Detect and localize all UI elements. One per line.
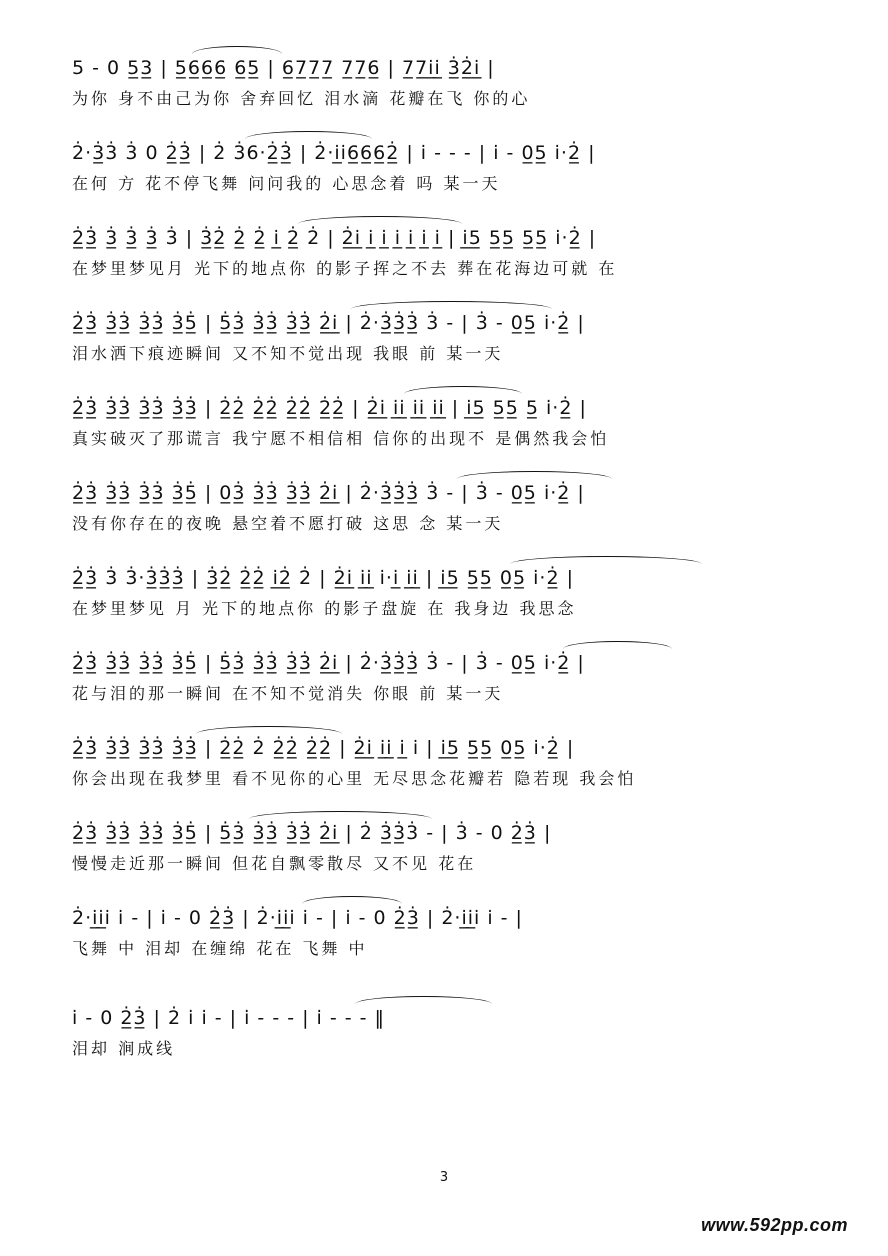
staff-system [72,390,832,452]
lyrics-line: 慢慢走近那一瞬间 但花自飘零散尽 又不见 花在 [72,854,477,873]
lyrics-line: 飞舞 中 泪却 在缠绵 花在 飞舞 中 [72,939,368,958]
notation-line: 2̲̇3̲̇ 3̇ 3̇·3̲̇3̲̇3̲̇ | 3̲̇2̲̇ 2̲̇2̲̇ i̲̇2̲̇ 2̇ | 2̲̇i̲̇ i̲̇i̲̇ i̇·i̲̇ i̲̇i̲̇ | i̲̇5̲ 5̲5̲ 0̲5̲ i̇·2̲̇ | [72,567,574,589]
notation-line: 2̲̇3̲̇ 3̲̇ 3̲̇ 3̲̇ 3̇ | 3̲̇2̲̇ 2̲̇ 2̲̇ i̲̇ 2̲̇ 2̇ | 2̲̇i̲̇ i̲̇ i̲̇ i̲̇ i̲̇ i̲̇ i̲̇ | i̲̇5̲ 5̲5̲ 5̲5̲ i̇·2̲̇ | [72,227,597,249]
lyrics-line: 花与泪的那一瞬间 在不知不觉消失 你眼 前 某一天 [72,684,504,703]
notation-line: 2̲̇3̲̇ 3̲̇3̲̇ 3̲̇3̲̇ 3̲̇3̲̇ | 2̲̇2̲̇ 2̲̇2̲̇ 2̲̇2̲̇ 2̲̇2̲̇ | 2̲̇i̲̇ i̲̇i̲̇ i̲̇i̲̇ i̲̇i̲̇ | i̲̇5̲ 5̲5̲ 5̲ i̇·2̲̇ | [72,397,587,419]
lyrics-line: 你会出现在我梦里 看不见你的心里 无尽思念花瓣若 隐若现 我会怕 [72,769,637,788]
staff-system [72,815,832,877]
staff-system [72,475,832,537]
notation-line: i̇ - 0 2̲̇3̲̇ | 2̇ i̇ i̇ - | i̇ - - - | i̇ - - - ‖ [72,1007,386,1029]
page-number: 3 [439,1170,449,1185]
notation-line: 2̲̇3̲̇ 3̲̇3̲̇ 3̲̇3̲̇ 3̲̇5̲̇ | 5̲̇3̲̇ 3̲̇3̲̇ 3̲̇3̲̇ 2̲̇i̲̇ | 2̇·3̲̇3̲̇3̲̇ 3̇ - | 3̇ - 0̲5̲ i̇·2̲̇ | [72,312,585,334]
lyrics-line: 泪却 涧成线 [72,1039,176,1058]
notation-line: 5 - 0 5̲3̲ | 5̲6̲6̲6̲ 6̲5̲ | 6̲7̲7̲7̲ 7̲7̲6̲ | 7̲7̲i̲̇i̲̇ 3̲̇2̲̇i̲̇ | [72,57,495,79]
staff-system [72,220,832,282]
staff-system [72,900,832,962]
staff-system [72,1000,832,1062]
lyrics-line: 泪水洒下痕迹瞬间 又不知不觉出现 我眼 前 某一天 [72,344,504,363]
lyrics-line: 真实破灭了那谎言 我宁愿不相信相 信你的出现不 是偶然我会怕 [72,429,610,448]
lyrics-line: 在何 方 花不停飞舞 问问我的 心思念着 吗 某一天 [72,174,501,193]
lyrics-line: 在梦里梦见 月 光下的地点你 的影子盘旋 在 我身边 我思念 [72,599,577,618]
watermark: www.592pp.com [701,1215,848,1235]
lyrics-line: 在梦里梦见月 光下的地点你 的影子挥之不去 葬在花海边可就 在 [72,259,618,278]
staff-system [72,50,832,112]
notation-line: 2̲̇3̲̇ 3̲̇3̲̇ 3̲̇3̲̇ 3̲̇5̲̇ | 0̲3̲̇ 3̲̇3̲̇ 3̲̇3̲̇ 2̲̇i̲̇ | 2̇·3̲̇3̲̇3̲̇ 3̇ - | 3̇ - 0̲5̲ i̇·2̲̇ | [72,482,585,504]
notation-line: 2̲̇3̲̇ 3̲̇3̲̇ 3̲̇3̲̇ 3̲̇5̲̇ | 5̲̇3̲̇ 3̲̇3̲̇ 3̲̇3̲̇ 2̲̇i̲̇ | 2̇ 3̲̇3̲̇3̇ - | 3̇ - 0 2̲̇3̲̇ | [72,822,552,844]
staff-system [72,645,832,707]
notation-line: 2̲̇3̲̇ 3̲̇3̲̇ 3̲̇3̲̇ 3̲̇3̲̇ | 2̲̇2̲̇ 2̇ 2̲̇2̲̇ 2̲̇2̲̇ | 2̲̇i̲̇ i̲̇i̲̇ i̲̇ i̇ | i̲̇5̲ 5̲5̲ 0̲5̲ i̇·2̲̇ | [72,737,575,759]
lyrics-line: 没有你存在的夜晚 悬空着不愿打破 这思 念 某一天 [72,514,504,533]
notation-line: 2̇·3̲̇3̇ 3̇ 0 2̲̇3̲̇ | 2̇ 3̇6·2̲̇3̲̇ | 2̇·i̲̇i̇6̲6̲6̲2̲̇ | i̇ - - - | i̇ - 0̲5̲ i̇·2̲̇ | [72,142,596,164]
staff-system [72,135,832,197]
staff-system [72,560,832,622]
staff-system [72,730,832,792]
notation-line: 2̲̇3̲̇ 3̲̇3̲̇ 3̲̇3̲̇ 3̲̇5̲̇ | 5̲̇3̲̇ 3̲̇3̲̇ 3̲̇3̲̇ 2̲̇i̲̇ | 2̇·3̲̇3̲̇3̲̇ 3̇ - | 3̇ - 0̲5̲ i̇·2̲̇ | [72,652,585,674]
notation-line: 2̇·i̲̇i̲̇i̇ i̇ - | i̇ - 0 2̲̇3̲̇ | 2̇·i̲̇i̲̇i̇ i̇ - | i̇ - 0 2̲̇3̲̇ | 2̇·i̲̇i̲̇i̇ i̇ - | [72,907,523,929]
lyrics-line: 为你 身不由己为你 舍弃回忆 泪水滴 花瓣在飞 你的心 [72,89,531,108]
staff-system [72,305,832,367]
